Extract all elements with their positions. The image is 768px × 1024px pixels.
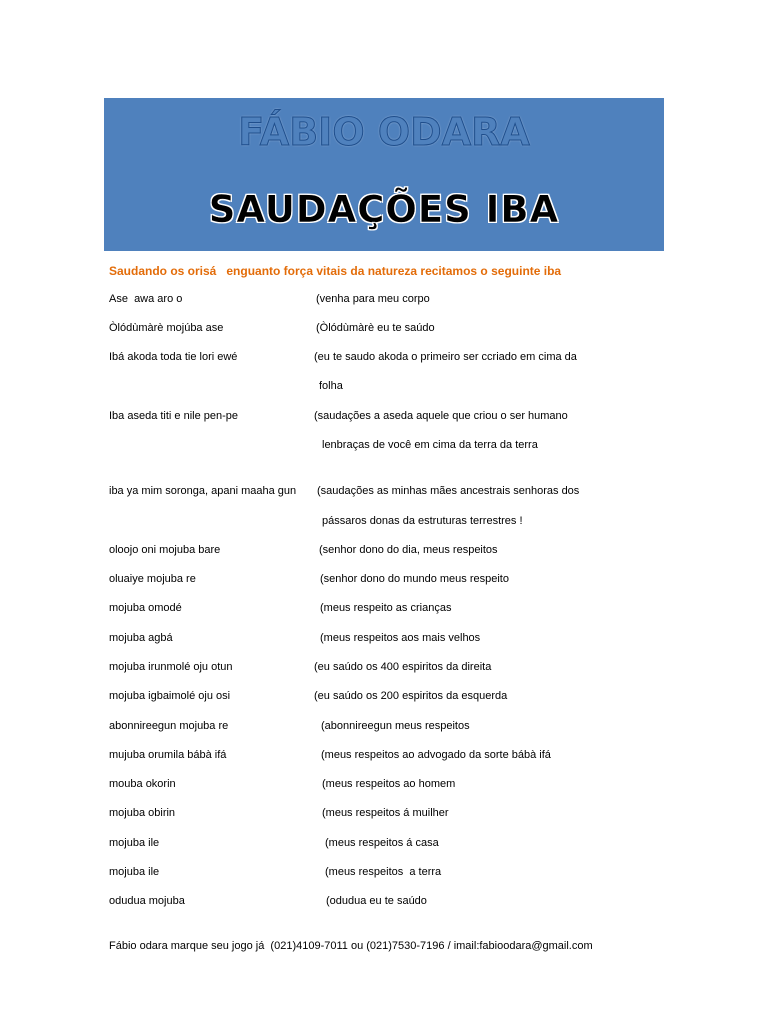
verse-left: Ase awa aro o: [109, 293, 183, 305]
verse-right-cont: pássaros donas da estruturas terrestres !: [322, 515, 523, 527]
verse-right: (senhor dono do mundo meus respeito: [320, 573, 509, 585]
verse-left: mojuba ile: [109, 866, 160, 878]
verse-left: oloojo oni mojuba bare: [109, 544, 221, 556]
verse-left: mujuba orumila bábà ifá: [109, 749, 227, 761]
verse-left: oluaiye mojuba re: [109, 573, 196, 585]
verse-left: Iba aseda titi e nile pen-pe: [109, 410, 239, 422]
verse-right: (meus respeitos aos mais velhos: [320, 632, 481, 644]
contact-footer: Fábio odara marque seu jogo já (021)4109-7011 ou (021)7530-7196 / imail:fabioodara@gmail.com: [109, 940, 593, 952]
verse-right: (Òlódùmàrè eu te saúdo: [316, 322, 435, 334]
verse-left: Òlódùmàrè mojúba ase: [109, 322, 224, 334]
verse-left: mojuba omodé: [109, 602, 182, 614]
verse-right: (eu saúdo os 400 espiritos da direita: [314, 661, 492, 673]
verse-right: (odudua eu te saúdo: [326, 895, 427, 907]
verse-left: iba ya mim soronga, apani maaha gun: [109, 485, 297, 497]
verse-right: (abonnireegun meus respeitos: [321, 720, 470, 732]
verse-right-cont: lenbraças de você em cima da terra da terra: [322, 439, 538, 451]
verse-left: mojuba agbá: [109, 632, 173, 644]
verse-right: (meus respeitos a terra: [325, 866, 442, 878]
verse-left: Ibá akoda toda tie lori ewé: [109, 351, 238, 363]
intro-line: Saudando os orisá enguanto força vitais da natureza recitamos o seguinte iba: [109, 264, 562, 278]
verse-left: mojuba igbaimolé oju osi: [109, 690, 231, 702]
verse-left: abonnireegun mojuba re: [109, 720, 229, 732]
verse-left: mojuba ile: [109, 837, 160, 849]
verse-left: mouba okorin: [109, 778, 176, 790]
document-title: SAUDAÇÕES IBA: [208, 188, 560, 231]
author-title: FÁBIO ODARA: [238, 110, 530, 154]
header-banner: [104, 98, 664, 251]
verse-right: (saudações a aseda aquele que criou o ser humano: [314, 410, 568, 422]
verse-right: (meus respeitos ao advogado da sorte bábà ifá: [321, 749, 551, 761]
verse-right: (meus respeitos á casa: [325, 837, 439, 849]
verse-right: (meus respeito as crianças: [320, 602, 452, 614]
verse-right: (eu te saudo akoda o primeiro ser ccriado em cima da: [314, 351, 577, 363]
verse-right: (saudações as minhas mães ancestrais senhoras dos: [317, 485, 580, 497]
verse-right: (eu saúdo os 200 espiritos da esquerda: [314, 690, 508, 702]
verse-right: (senhor dono do dia, meus respeitos: [319, 544, 498, 556]
verse-right: (meus respeitos á muilher: [322, 807, 449, 819]
verse-right: (venha para meu corpo: [316, 293, 430, 305]
verse-right-cont: folha: [319, 380, 343, 392]
verse-right: (meus respeitos ao homem: [322, 778, 456, 790]
verse-left: mojuba obirin: [109, 807, 176, 819]
verse-left: mojuba irunmolé oju otun: [109, 661, 233, 673]
verse-left: odudua mojuba: [109, 895, 185, 907]
